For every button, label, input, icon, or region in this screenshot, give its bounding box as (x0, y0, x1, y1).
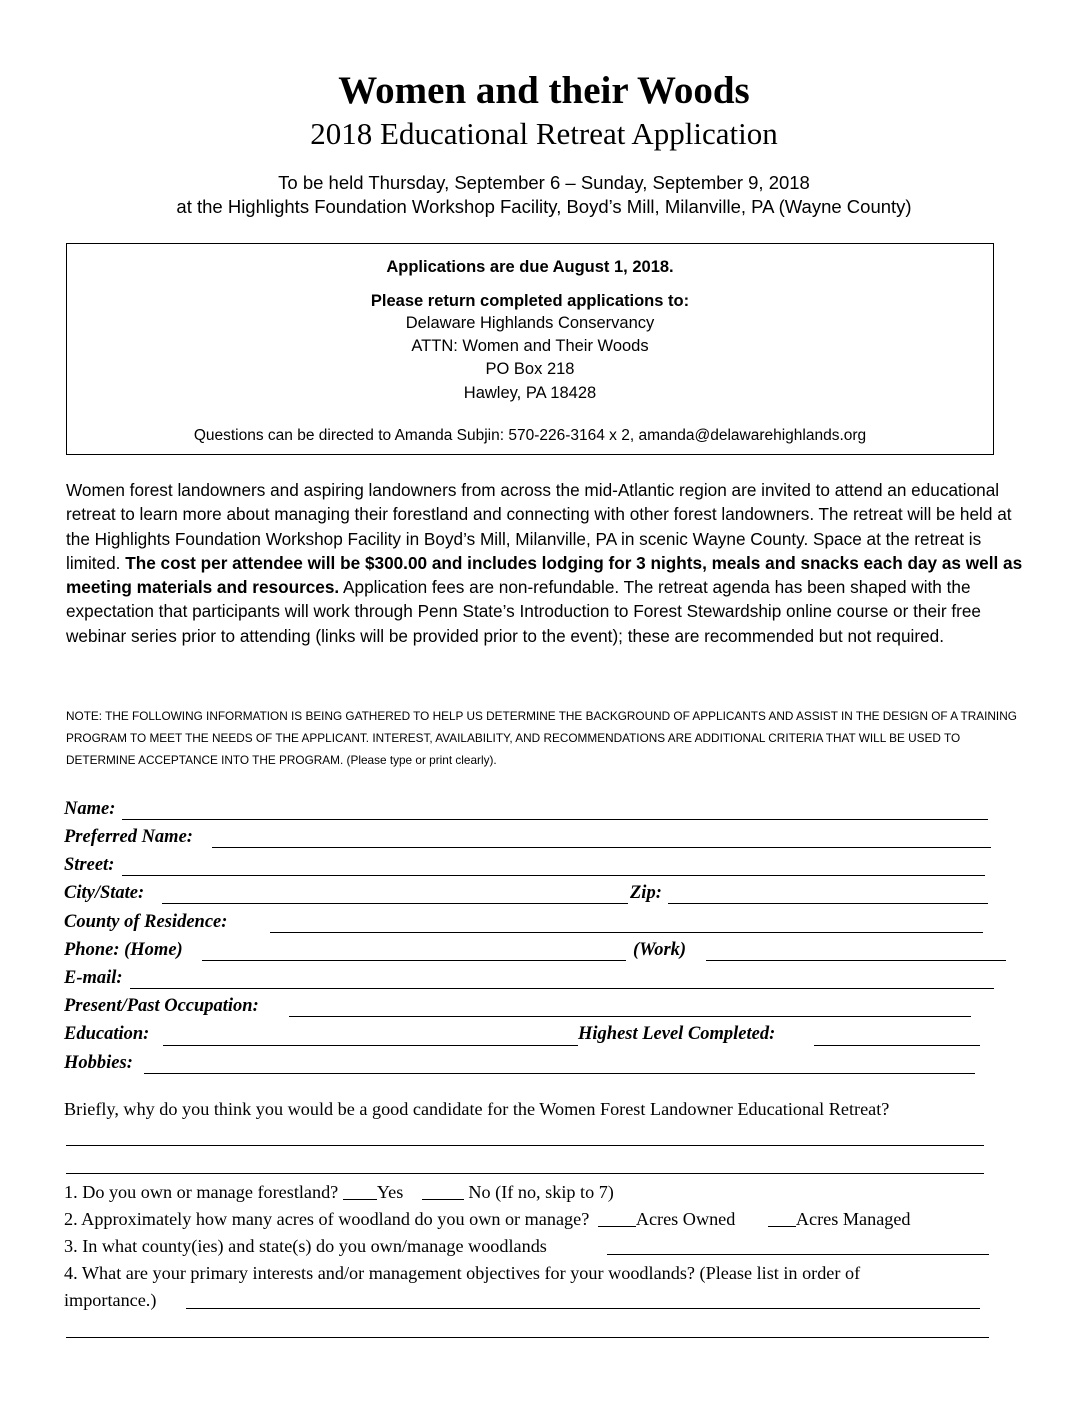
phone-home-label: Phone: (Home) (64, 940, 183, 960)
education-field[interactable] (163, 1045, 578, 1046)
occupation-label: Present/Past Occupation: (64, 996, 259, 1016)
preferred-name-label: Preferred Name: (64, 827, 193, 847)
q1-yes-blank[interactable] (343, 1181, 377, 1200)
question-1-text: 1. Do you own or manage forestland? (64, 1182, 339, 1202)
highest-level-field[interactable] (814, 1045, 980, 1046)
intro-text: Women forest landowners and aspiring landowners from across the mid-Atlantic region are invited to attend an educational retreat to learn more about managing their forestland and connecting with other forest landowners. The retreat will be held at the Highlights Foundation Workshop Facility in Boyd’s Mill, Milanville, PA in scenic Wayne County. Space at the retreat is limited. (66, 480, 1012, 573)
q1-yes-label: Yes (376, 1182, 404, 1202)
name-field[interactable] (122, 819, 988, 820)
county-label: County of Residence: (64, 912, 228, 932)
phone-work-label: (Work) (633, 940, 687, 960)
info-box (66, 243, 994, 455)
note-paragraph (66, 705, 1026, 771)
intro-cost: The cost per attendee will be $300.00 and includes lodging for 3 nights, meals and snacks each day as well as meeting materials and resources. (66, 552, 1023, 598)
phone-work-field[interactable] (706, 960, 1006, 961)
address-line: Hawley, PA 18428 (463, 384, 597, 402)
question-2-text: 2. Approximately how many acres of woodland do you own or manage? (64, 1209, 590, 1229)
q2-managed-blank[interactable] (768, 1208, 796, 1227)
due-date: Applications are due August 1, 2018. (386, 258, 674, 276)
q2-owned-blank[interactable] (598, 1208, 636, 1227)
county-field[interactable] (270, 932, 983, 933)
city-state-field[interactable] (162, 903, 628, 904)
zip-field[interactable] (668, 903, 988, 904)
address-line: ATTN: Women and Their Woods (411, 337, 649, 355)
contact-info: Questions can be directed to Amanda Subjin: 570-226-3164 x 2, amanda@delawarehighlands.org (193, 427, 867, 444)
street-field[interactable] (122, 875, 985, 876)
city-state-label: City/State: (64, 883, 145, 903)
email-field[interactable] (130, 988, 994, 989)
zip-label: Zip: (630, 883, 662, 903)
candidate-answer-line[interactable] (66, 1173, 984, 1174)
candidate-question: Briefly, why do you think you would be a good candidate for the Women Forest Landowner Educational Retreat? (64, 1099, 890, 1119)
occupation-field[interactable] (289, 1016, 971, 1017)
hobbies-field[interactable] (144, 1073, 975, 1074)
name-label: Name: (64, 799, 116, 819)
form-title: Women and their Woods (338, 69, 750, 112)
intro-paragraph (66, 478, 1026, 648)
highest-level-label: Highest Level Completed: (578, 1024, 776, 1044)
street-label: Street: (64, 855, 115, 875)
education-label: Education: (64, 1024, 150, 1044)
q1-no-label: No (If no, skip to 7) (468, 1182, 614, 1202)
email-label: E-mail: (64, 968, 123, 988)
form-subtitle: 2018 Educational Retreat Application (310, 116, 778, 151)
question-4-answer-line[interactable] (66, 1337, 989, 1338)
address-line: PO Box 218 (485, 360, 575, 378)
q2-managed-label: Acres Managed (795, 1209, 911, 1229)
event-dates: To be held Thursday, September 6 – Sunday, September 9, 2018 (278, 172, 810, 193)
preferred-name-field[interactable] (212, 847, 991, 848)
question-2 (64, 1208, 911, 1230)
address-line: Delaware Highlands Conservancy (405, 314, 655, 332)
question-3: 3. In what county(ies) and state(s) do you own/manage woodlands (64, 1236, 547, 1256)
question-4-answer-line[interactable] (186, 1308, 980, 1309)
question-4: 4. What are your primary interests and/or management objectives for your woodlands? (Please list in order of (64, 1263, 861, 1283)
intro-text: Application fees are non-refundable. The retreat agenda has been shaped with the expectation that participants will work through Penn State’s Introduction to Forest Stewardship online course or their free webinar series prior to attending (links will be provided prior to the event); these are recommended but not required. (66, 577, 981, 646)
question-4-continued: importance.) (64, 1290, 157, 1310)
q2-owned-label: Acres Owned (635, 1209, 736, 1229)
note-text: NOTE: THE FOLLOWING INFORMATION IS BEING GATHERED TO HELP US DETERMINE THE BACKGROUND OF APPLICANTS AND ASSIST IN THE DESIGN OF A TRAINING PROGRAM TO MEET THE NEEDS OF THE APPLICANT. INTEREST, AVAILABILITY, AND RECOMMENDATIONS ARE ADDITIONAL CRITERIA THAT WILL BE USED TO DETERMINE ACCEPTANCE INTO THE PROGRAM. (Please type or print clearly). (66, 709, 1017, 767)
question-3-answer-line[interactable] (607, 1254, 989, 1255)
question-1 (64, 1181, 614, 1203)
event-location: at the Highlights Foundation Workshop Facility, Boyd’s Mill, Milanville, PA (Wayne County) (176, 196, 912, 217)
hobbies-label: Hobbies: (64, 1053, 133, 1073)
q1-no-blank[interactable] (422, 1181, 464, 1200)
phone-home-field[interactable] (202, 960, 626, 961)
return-heading: Please return completed applications to: (370, 292, 690, 310)
candidate-answer-line[interactable] (66, 1145, 984, 1146)
